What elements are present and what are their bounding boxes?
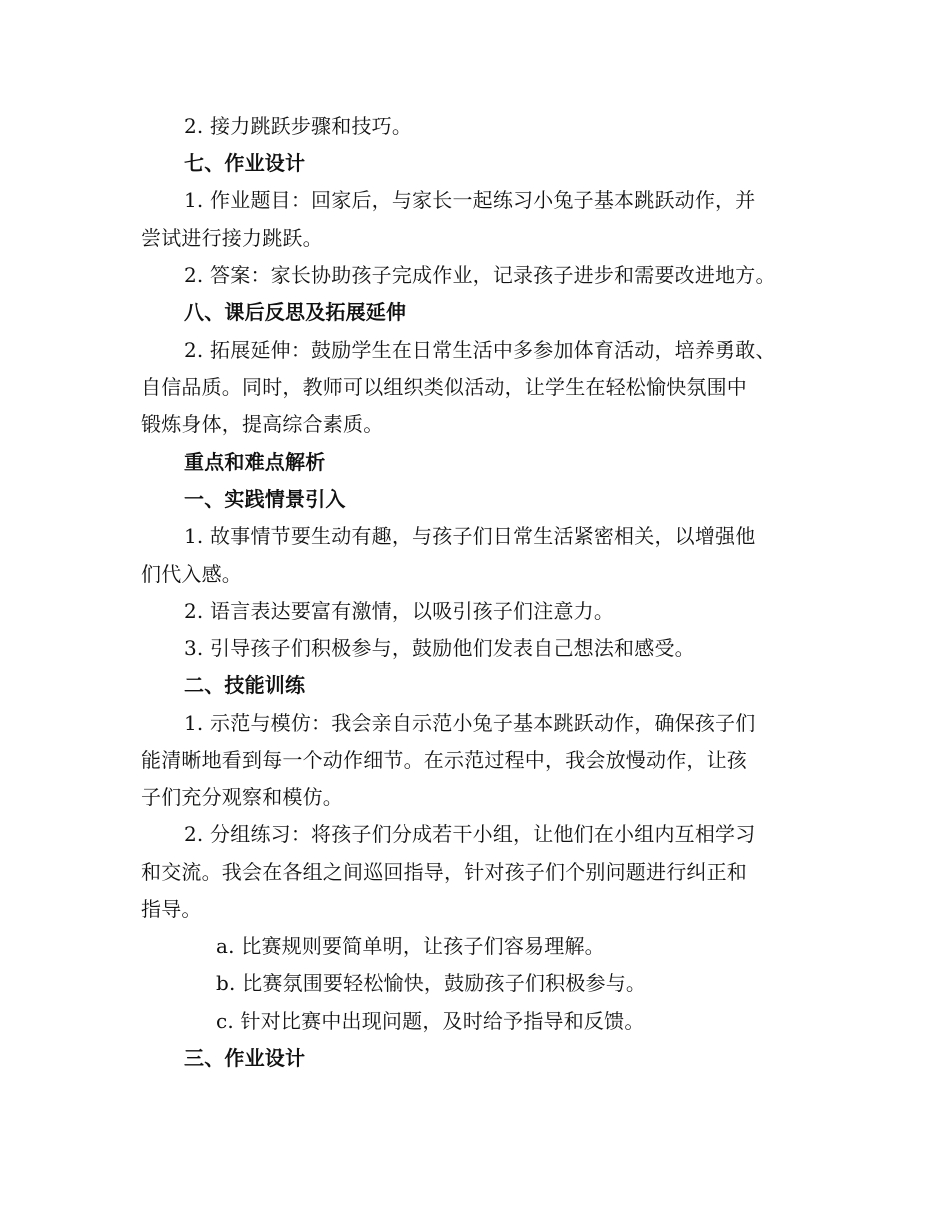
section-heading: 三、作业设计 <box>184 1046 306 1070</box>
sub-list-item: a. 比赛规则要简单明，让孩子们容易理解。 <box>216 934 605 958</box>
paragraph-line: 2. 拓展延伸：鼓励学生在日常生活中多参加体育活动，培养勇敢、 <box>184 338 776 362</box>
sub-list-item: b. 比赛氛围要轻松愉快，鼓励孩子们积极参与。 <box>216 971 647 995</box>
section-heading: 二、技能训练 <box>184 673 306 697</box>
list-item: 2. 接力跳跃步骤和技巧。 <box>184 114 413 138</box>
paragraph-line: 和交流。我会在各组之间巡回指导，针对孩子们个别问题进行纠正和 <box>141 860 747 884</box>
paragraph-line: 1. 示范与模仿：我会亲自示范小兔子基本跳跃动作，确保孩子们 <box>184 711 756 735</box>
paragraph-line: 2. 分组练习：将孩子们分成若干小组，让他们在小组内互相学习 <box>184 822 756 846</box>
paragraph-line: 能清晰地看到每一个动作细节。在示范过程中，我会放慢动作，让孩 <box>141 748 747 772</box>
paragraph-line: 们代入感。 <box>141 562 242 586</box>
section-heading: 八、课后反思及拓展延伸 <box>184 300 407 324</box>
list-item: 2. 语言表达要富有激情，以吸引孩子们注意力。 <box>184 599 615 623</box>
paragraph-line: 锻炼身体，提高综合素质。 <box>141 412 384 436</box>
paragraph-line: 1. 作业题目：回家后，与家长一起练习小兔子基本跳跃动作，并 <box>184 188 756 212</box>
paragraph-line: 1. 故事情节要生动有趣，与孩子们日常生活紧密相关，以增强他 <box>184 524 756 548</box>
section-heading: 重点和难点解析 <box>184 450 326 474</box>
sub-list-item: c. 针对比赛中出现问题，及时给予指导和反馈。 <box>216 1009 645 1033</box>
section-heading: 一、实践情景引入 <box>184 487 346 511</box>
paragraph-line: 子们充分观察和模仿。 <box>141 785 343 809</box>
paragraph-line: 自信品质。同时，教师可以组织类似活动，让学生在轻松愉快氛围中 <box>141 375 747 399</box>
paragraph-line: 指导。 <box>141 897 202 921</box>
section-heading: 七、作业设计 <box>184 151 306 175</box>
paragraph-line: 2. 答案：家长协助孩子完成作业，记录孩子进步和需要改进地方。 <box>184 263 776 287</box>
paragraph-line: 尝试进行接力跳跃。 <box>141 226 323 250</box>
list-item: 3. 引导孩子们积极参与，鼓励他们发表自己想法和感受。 <box>184 636 695 660</box>
